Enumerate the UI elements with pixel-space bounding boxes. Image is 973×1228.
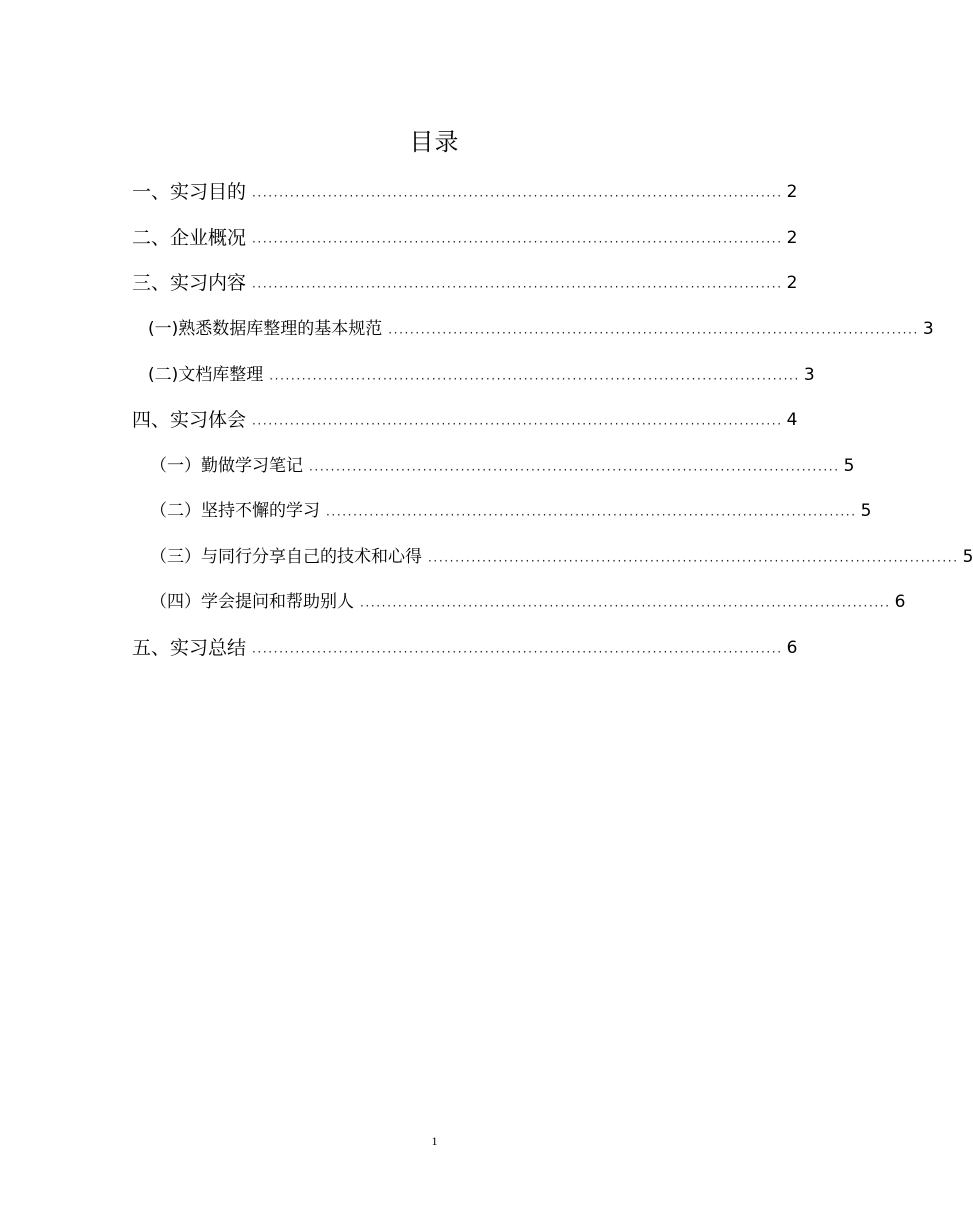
dot-leader: ·································································································· [309,463,840,477]
toc-entry-page: 5 [860,501,872,521]
toc-entry-label: （二）坚持不懈的学习 [150,501,320,521]
dot-leader: ·································································································· [269,372,800,386]
toc-entry-page: 6 [786,638,798,658]
toc-entry-label: 一、实习目的 [132,181,247,203]
toc-entry[interactable] [132,222,798,254]
toc-entry-page: 3 [922,319,934,339]
toc-entry-label: 四、实习体会 [132,409,247,431]
toc-entry[interactable] [150,450,855,482]
toc-title: 目录 [409,128,460,156]
toc-entry-page: 3 [803,365,815,385]
toc-entry-label: 二、企业概况 [132,227,247,249]
toc-entry[interactable] [132,632,798,664]
toc-entry[interactable] [150,541,973,573]
toc-entry-page: 6 [894,592,906,612]
toc-entry-label: (二)文档库整理 [148,365,264,385]
toc-entry[interactable] [132,404,798,436]
dot-leader: ·································································································· [252,280,783,294]
toc-entry-page: 2 [786,182,798,202]
toc-entry-page: 5 [843,456,855,476]
dot-leader: ·································································································· [326,508,857,522]
toc-entry-label: (一)熟悉数据库整理的基本规范 [148,319,383,339]
toc-entry[interactable] [132,176,798,208]
toc-entry-label: （一）勤做学习笔记 [150,456,303,476]
toc-entry-page: 5 [962,547,973,567]
page-number: 1 [431,1134,438,1148]
dot-leader: ·································································································· [252,235,783,249]
toc-entry[interactable] [150,495,872,527]
dot-leader: ·································································································· [252,189,783,203]
dot-leader: ·································································································· [360,599,891,613]
toc-entry[interactable] [148,313,934,345]
toc-entry-label: 五、实习总结 [132,637,247,659]
dot-leader: ·································································································· [428,554,959,568]
toc-entry-page: 2 [786,228,798,248]
toc-entry-label: 三、实习内容 [132,272,247,294]
toc-entry-page: 4 [786,410,798,430]
toc-entry-label: （三）与同行分享自己的技术和心得 [150,547,422,567]
toc-entry[interactable] [132,267,798,299]
dot-leader: ·································································································· [388,326,919,340]
toc-entry[interactable] [150,586,906,618]
dot-leader: ·································································································· [252,417,783,431]
dot-leader: ·································································································· [252,645,783,659]
toc-entry-page: 2 [786,273,798,293]
toc-entry-label: （四）学会提问和帮助别人 [150,592,354,612]
toc-entry[interactable] [148,359,815,391]
